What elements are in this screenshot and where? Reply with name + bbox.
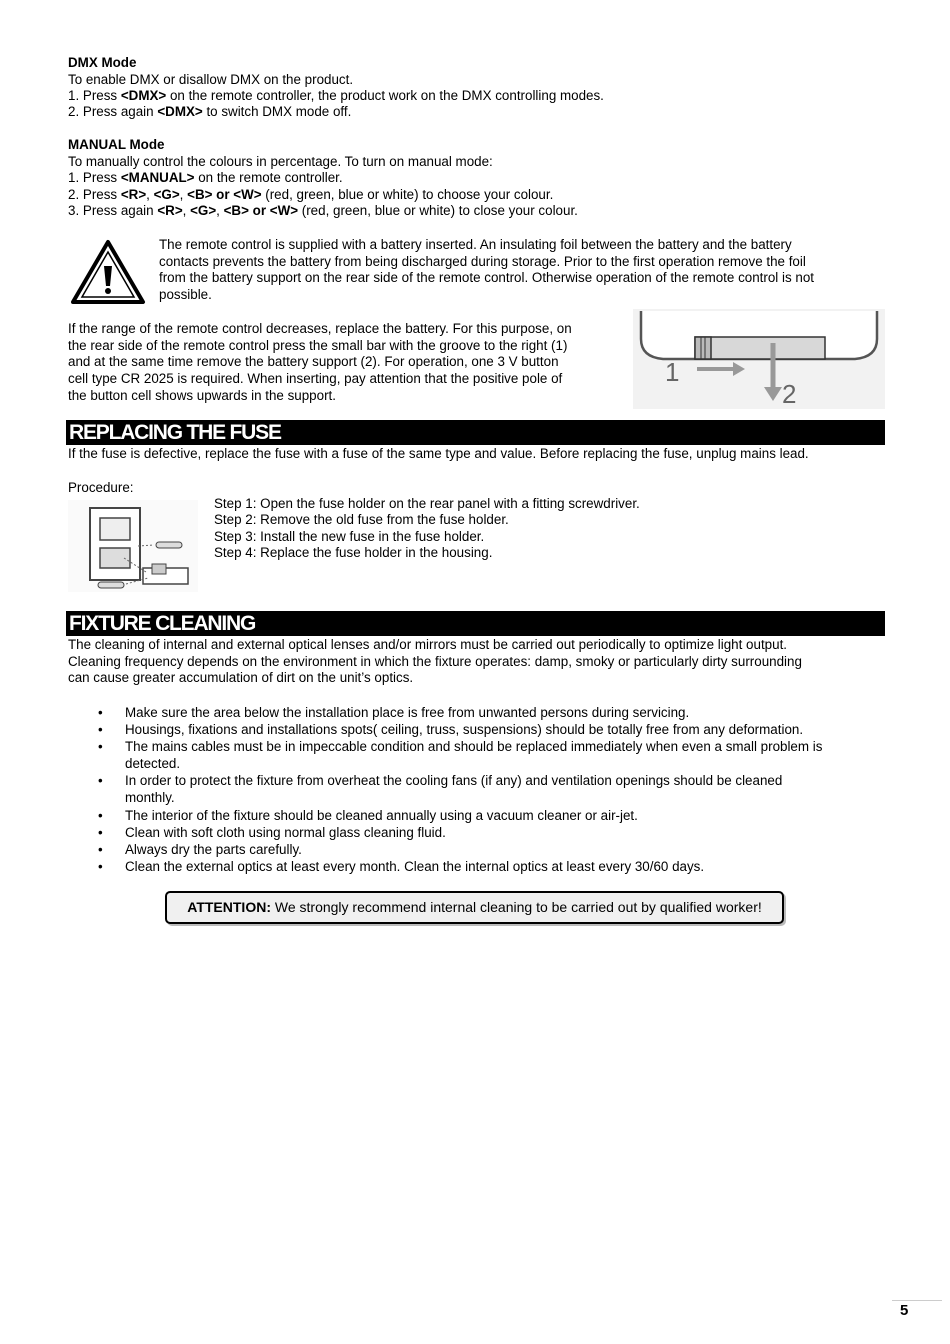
cleaning-bullet-5: The interior of the fixture should be cleaned annually using a vacuum cleaner or air-jet. <box>125 808 638 823</box>
manual-step-1: 1. Press <MANUAL> on the remote controller. <box>68 170 343 185</box>
battery-line-3: and at the same time remove the battery support (2). For operation, one 3 V button <box>68 354 559 369</box>
figure-label-2: 2 <box>782 379 797 409</box>
fuse-step-4: Step 4: Replace the fuse holder in the housing. <box>214 545 493 560</box>
page-number-rule <box>892 1300 942 1301</box>
dmx-step-1: 1. Press <DMX> on the remote controller, the product work on the DMX controlling modes. <box>68 88 604 103</box>
bullet-symbol: • <box>98 808 103 823</box>
cleaning-bullet-4-cont: monthly. <box>125 790 175 805</box>
fuse-step-3: Step 3: Install the new fuse in the fuse holder. <box>214 529 485 544</box>
fuse-step-2: Step 2: Remove the old fuse from the fuse holder. <box>214 512 509 527</box>
warning-line-1: The remote control is supplied with a battery inserted. An insulating foil between the battery and the battery <box>159 237 792 252</box>
battery-line-2: the rear side of the remote control press the small bar with the groove to the right (1) <box>68 338 568 353</box>
manual-step-2: 2. Press <R>, <G>, <B> or <W> (red, green, blue or white) to choose your colour. <box>68 187 554 202</box>
cleaning-bullet-6: Clean with soft cloth using normal glass cleaning fluid. <box>125 825 446 840</box>
fuse-step-1: Step 1: Open the fuse holder on the rear panel with a fitting screwdriver. <box>214 496 640 511</box>
page-number: 5 <box>900 1302 909 1319</box>
cleaning-bullet-2: Housings, fixations and installations spots( ceiling, truss, suspensions) should be totally free from any deformation. <box>125 722 804 737</box>
cleaning-intro-line-2: Cleaning frequency depends on the environment in which the fixture operates: damp, smoky or particularly dirty surrounding <box>68 654 802 669</box>
attention-box <box>165 891 784 924</box>
cleaning-section-heading: FIXTURE CLEANING <box>66 611 885 636</box>
warning-line-3: from the battery support on the rear side of the remote control. Otherwise operation of the remote control is not <box>159 270 814 285</box>
battery-line-4: cell type CR 2025 is required. When inserting, pay attention that the positive pole of <box>68 371 563 386</box>
fuse-section-heading: REPLACING THE FUSE <box>66 420 885 445</box>
bullet-symbol: • <box>98 825 103 840</box>
warning-triangle-icon <box>70 238 146 306</box>
battery-line-5: the button cell shows upwards in the support. <box>68 388 336 403</box>
cleaning-bullet-4: In order to protect the fixture from overheat the cooling fans (if any) and ventilation openings should be cleaned <box>125 773 783 788</box>
figure-label-1: 1 <box>665 357 680 387</box>
cleaning-bullet-8: Clean the external optics at least every month. Clean the internal optics at least every 30/60 days. <box>125 859 705 874</box>
cleaning-bullet-7: Always dry the parts carefully. <box>125 842 302 857</box>
fuse-holder-figure <box>68 500 198 592</box>
bullet-symbol: • <box>98 739 103 754</box>
bullet-symbol: • <box>98 842 103 857</box>
cleaning-intro-line-3: can cause greater accumulation of dirt on the unit’s optics. <box>68 670 414 685</box>
attention-label: ATTENTION: <box>187 899 271 915</box>
bullet-symbol: • <box>98 773 103 788</box>
fuse-intro: If the fuse is defective, replace the fuse with a fuse of the same type and value. Before replacing the fuse, unplug mains lead. <box>68 446 809 461</box>
cleaning-bullet-3: The mains cables must be in impeccable condition and should be replaced immediately when even a small problem is <box>125 739 823 754</box>
manual-step-3: 3. Press again <R>, <G>, <B> or <W> (red, green, blue or white) to close your colour. <box>68 203 578 218</box>
cleaning-intro-line-1: The cleaning of internal and external optical lenses and/or mirrors must be carried out periodically to optimize light output. <box>68 637 788 652</box>
bullet-symbol: • <box>98 705 103 720</box>
dmx-intro: To enable DMX or disallow DMX on the product. <box>68 72 354 87</box>
manual-heading: MANUAL Mode <box>68 137 165 152</box>
battery-line-1: If the range of the remote control decreases, replace the battery. For this purpose, on <box>68 321 572 336</box>
manual-intro: To manually control the colours in percentage. To turn on manual mode: <box>68 154 493 169</box>
bullet-symbol: • <box>98 722 103 737</box>
bullet-symbol: • <box>98 859 103 874</box>
procedure-label: Procedure: <box>68 480 134 495</box>
attention-text: We strongly recommend internal cleaning to be carried out by qualified worker! <box>270 899 762 915</box>
cleaning-bullet-1: Make sure the area below the installation place is free from unwanted persons during servicing. <box>125 705 690 720</box>
dmx-step-2: 2. Press again <DMX> to switch DMX mode off. <box>68 104 352 119</box>
dmx-heading: DMX Mode <box>68 55 137 70</box>
cleaning-bullet-3-cont: detected. <box>125 756 181 771</box>
warning-line-4: possible. <box>159 287 212 302</box>
warning-line-2: contacts prevents the battery from being discharged during storage. Prior to the first operation remove the foil <box>159 254 806 269</box>
